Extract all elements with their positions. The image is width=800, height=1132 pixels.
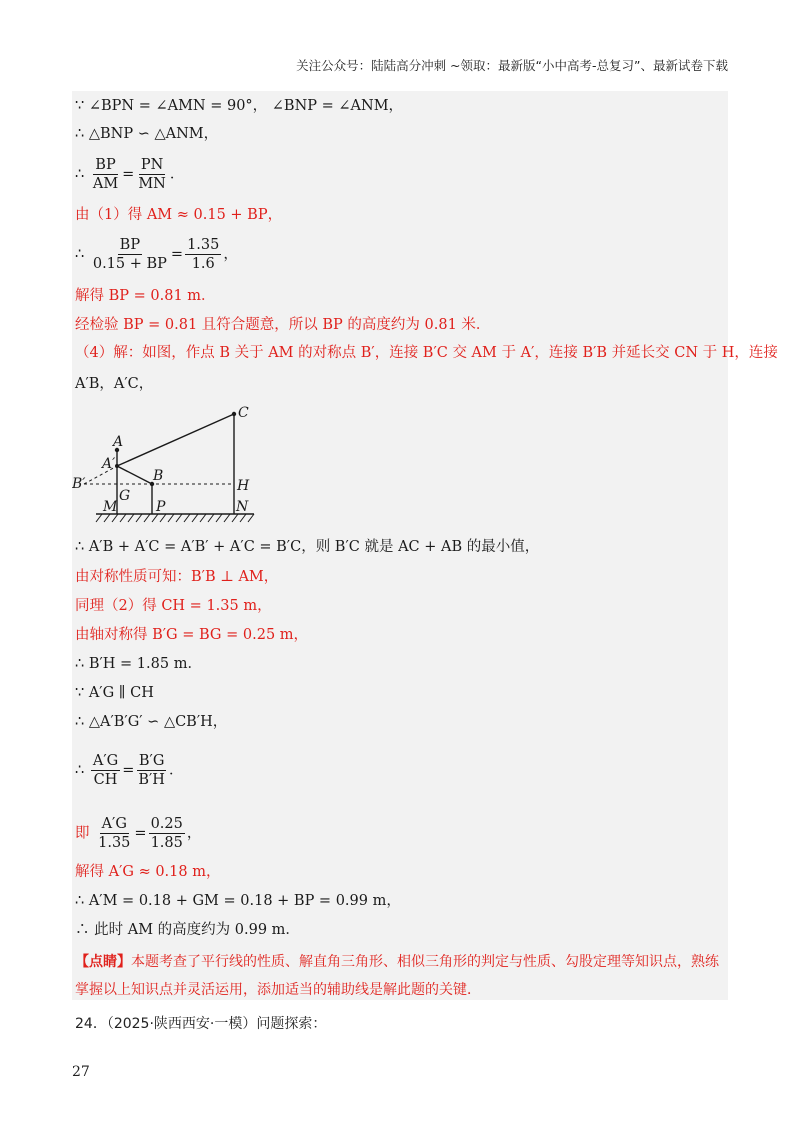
geometry-figure [72, 404, 262, 532]
fraction: $\frac{PN}{MN}$ [138, 157, 166, 192]
fraction: $\frac{BP}{AM}$ [92, 157, 119, 192]
line-parallel: ∵ A′G ∥ CH [75, 685, 154, 701]
line-am: ∴ A′M = 0.18 + GM = 0.18 + BP = 0.99 m， [75, 893, 401, 909]
page-header: 关注公众号：陆陆高分冲刺 ~领取：最新版“小中高考-总复习”、最新试卷下载 [296, 58, 728, 73]
fraction-line-4: 即 $\frac{A'G}{1.35}$ = $\frac{0.25}{1.85}$ ， [75, 816, 202, 851]
fraction: $\frac{A'G}{CH}$ [92, 753, 119, 788]
fraction: $\frac{A'G}{1.35}$ [98, 816, 131, 851]
line-similar-1: ∴ △BNP ∽ △ANM， [75, 126, 219, 142]
line-bh: ∴ B′H = 1.85 m． [75, 656, 202, 672]
line-min-value: ∴ A′B + A′C = A′B′ + A′C = B′C，则 B′C 就是 AC + AB 的最小值， [75, 539, 540, 555]
key-point-text: 本题考查了平行线的性质、解直角三角形、相似三角形的判定与性质、勾股定理等知识点，熟练掌握以上知识点并灵活运用，添加适当的辅助线是解此题的关键． [75, 954, 719, 998]
label-P: P [156, 499, 166, 515]
label-A: A [113, 434, 124, 450]
line-connect: A′B，A′C， [75, 376, 154, 392]
frac1-prefix: ∴ [75, 166, 85, 183]
label-B-prime: B′ [72, 476, 86, 492]
line-ch: 同理（2）得 CH = 1.35 m， [75, 598, 272, 614]
page-number: 27 [72, 1064, 90, 1080]
label-G: G [119, 488, 131, 504]
line-bg: 由轴对称得 B′G = BG = 0.25 m， [75, 627, 309, 643]
fraction: $\frac{1.35}{1.6}$ [187, 237, 220, 272]
label-N: N [236, 499, 249, 515]
key-point-note [75, 948, 725, 1004]
fraction-line-2: ∴ $\frac{BP}{0.15 + BP}$ = $\frac{1.35}{1.6}$ ， [75, 237, 238, 272]
line-similar-2: ∴ △A′B′G′ ∽ △CB′H， [75, 714, 228, 730]
fraction-line-1: ∴ $\frac{BP}{AM}$ = $\frac{PN}{MN}$ ． [75, 157, 185, 192]
label-C: C [238, 405, 249, 421]
label-M: M [103, 499, 118, 515]
question-24-heading: 24．（2025·陕西西安·一模）问题探索： [75, 1016, 327, 1032]
line-solve-bp: 解得 BP = 0.81 m． [75, 288, 216, 304]
line-solve-ag: 解得 A′G ≈ 0.18 m， [75, 864, 221, 880]
fraction: $\frac{0.25}{1.85}$ [150, 816, 183, 851]
fraction: $\frac{B'G}{B'H}$ [138, 753, 165, 788]
label-B: B [153, 468, 164, 484]
label-A-prime: A′ [102, 456, 116, 472]
line-conclusion: ∴ 此时 AM 的高度约为 0.99 m． [75, 922, 300, 938]
line-from-1: 由（1）得 AM ≈ 0.15 + BP， [75, 207, 283, 223]
line-angles: ∵ ∠BPN = ∠AMN = 90°， ∠BNP = ∠ANM， [75, 98, 404, 114]
line-part4: （4）解：如图，作点 B 关于 AM 的对称点 B′，连接 B′C 交 AM 于 A′，连接 B′B 并延长交 CN 于 H，连接 [75, 345, 778, 361]
fraction-line-3: ∴ $\frac{A'G}{CH}$ = $\frac{B'G}{B'H}$ ． [75, 753, 184, 788]
fraction: $\frac{BP}{0.15 + BP}$ [92, 237, 167, 272]
line-symmetry: 由对称性质可知：B′B ⊥ AM， [75, 569, 279, 585]
line-verify: 经检验 BP = 0.81 且符合题意，所以 BP 的高度约为 0.81 米． [75, 317, 491, 333]
label-H: H [237, 478, 250, 494]
key-point-tag: 【点睛】 [75, 954, 131, 970]
